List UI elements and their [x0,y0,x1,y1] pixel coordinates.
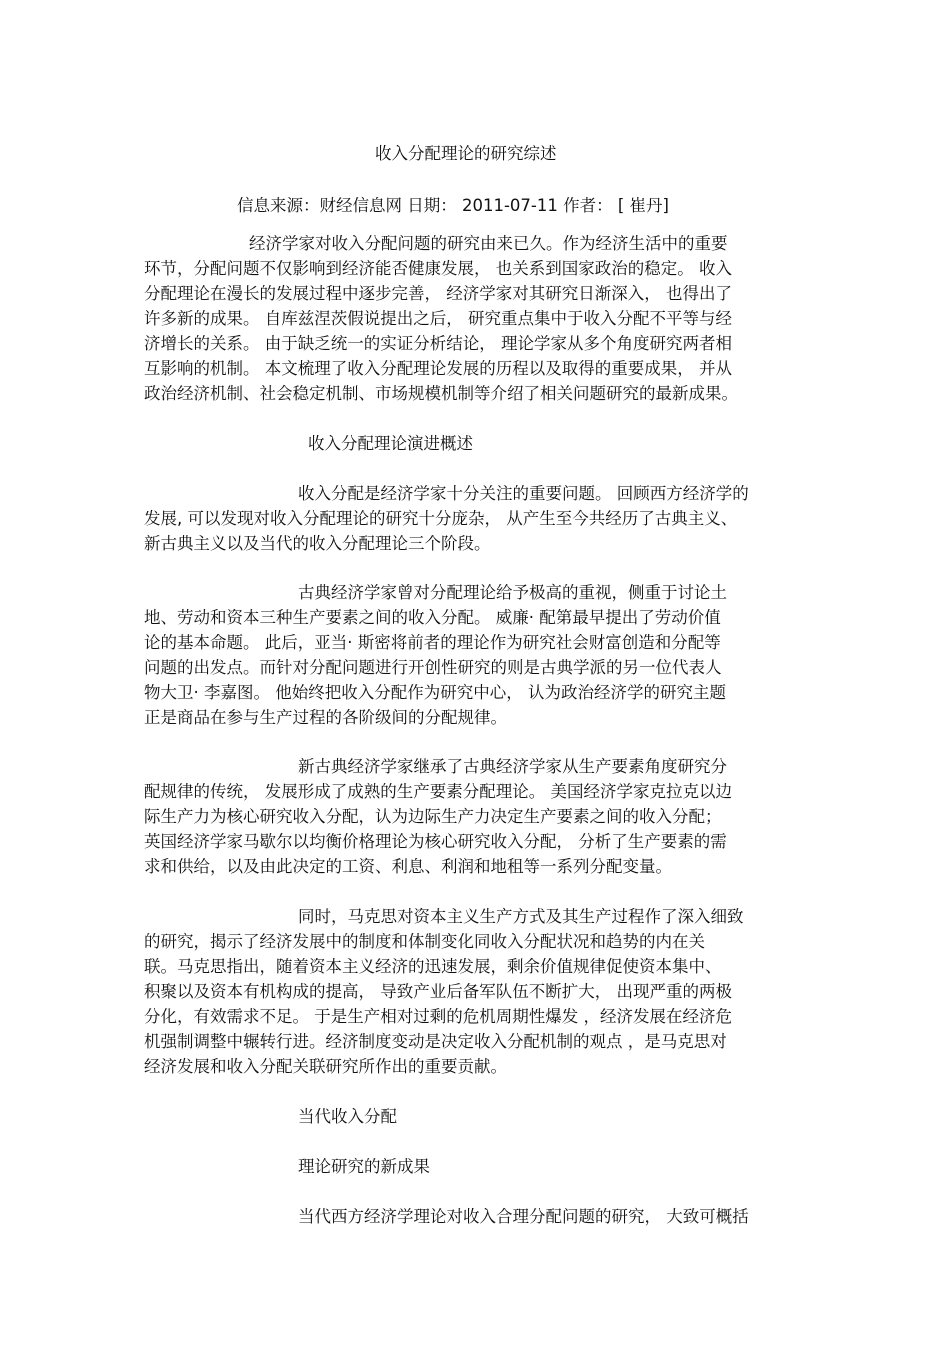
text-line: 古典经济学家曾对分配理论给予极高的重视，侧重于讨论土 [298,583,727,602]
text-line: 正是商品在参与生产过程的各阶级间的分配规律。 [144,708,507,727]
text-line: 经济发展和收入分配关联研究所作出的重要贡献。 [144,1057,507,1076]
section-heading: 收入分配理论演进概述 [308,434,473,453]
text-line: 积聚以及资本有机构成的提高， 导致产业后备军队伍不断扩大， 出现严重的两极 [144,982,732,1001]
text-line: 分配理论在漫长的发展过程中逐步完善， 经济学家对其研究日渐深入， 也得出了 [144,284,732,303]
text-line: 经济学家对收入分配问题的研究由来已久。作为经济生活中的重要 [249,234,728,253]
text-line: 互影响的机制。 本文梳理了收入分配理论发展的历程以及取得的重要成果， 并从 [144,359,732,378]
text-line: 分化，有效需求不足。 于是生产相对过剩的危机周期性爆发 ，经济发展在经济危 [144,1007,732,1026]
text-line: 济增长的关系。 由于缺乏统一的实证分析结论， 理论学家从多个角度研究两者相 [144,334,732,353]
text-line: 的研究，揭示了经济发展中的制度和体制变化同收入分配状况和趋势的内在关 [144,932,705,951]
text-line: 英国经济学家马歇尔以均衡价格理论为核心研究收入分配， 分析了生产要素的需 [144,832,727,851]
section-heading: 理论研究的新成果 [298,1157,430,1176]
text-line: 论的基本命题。 此后，亚当· 斯密将前者的理论作为研究社会财富创造和分配等 [144,633,721,652]
text-line: 联。马克思指出，随着资本主义经济的迅速发展，剩余价值规律促使资本集中、 [144,957,722,976]
text-line: 际生产力为核心研究收入分配，认为边际生产力决定生产要素之间的收入分配； [144,807,722,826]
text-line: 新古典主义以及当代的收入分配理论三个阶段。 [144,534,491,553]
document-title: 收入分配理论的研究综述 [375,144,557,163]
text-line: 当代西方经济学理论对收入合理分配问题的研究， 大致可概括 [298,1207,749,1226]
text-line: 同时，马克思对资本主义生产方式及其生产过程作了深入细致 [298,907,744,926]
text-line: 新古典经济学家继承了古典经济学家从生产要素角度研究分 [298,757,727,776]
section-heading: 当代收入分配 [298,1107,397,1126]
text-line: 收入分配是经济学家十分关注的重要问题。 回顾西方经济学的 [298,484,749,503]
text-line: 物大卫· 李嘉图。 他始终把收入分配作为研究中心， 认为政治经济学的研究主题 [144,683,726,702]
text-line: 问题的出发点。而针对分配问题进行开创性研究的则是古典学派的另一位代表人 [144,658,722,677]
document-meta: 信息来源：财经信息网 日期： 2011-07-11 作者： [ 崔丹] [237,196,669,215]
text-line: 机强制调整中辗转行进。经济制度变动是决定收入分配机制的观点 ，是马克思对 [144,1032,727,1051]
text-line: 发展, 可以发现对收入分配理论的研究十分庞杂， 从产生至今共经历了古典主义、 [144,509,738,528]
text-line: 求和供给，以及由此决定的工资、利息、利润和地租等一系列分配变量。 [144,857,672,876]
text-line: 配规律的传统， 发展形成了成熟的生产要素分配理论。 美国经济学家克拉克以边 [144,782,732,801]
text-line: 环节，分配问题不仅影响到经济能否健康发展， 也关系到国家政治的稳定。 收入 [144,259,732,278]
text-line: 地、劳动和资本三种生产要素之间的收入分配。 威廉· 配第最早提出了劳动价值 [144,608,721,627]
text-line: 许多新的成果。 自库兹涅茨假说提出之后， 研究重点集中于收入分配不平等与经 [144,309,732,328]
text-line: 政治经济机制、社会稳定机制、市场规模机制等介绍了相关问题研究的最新成果。 [144,384,738,403]
